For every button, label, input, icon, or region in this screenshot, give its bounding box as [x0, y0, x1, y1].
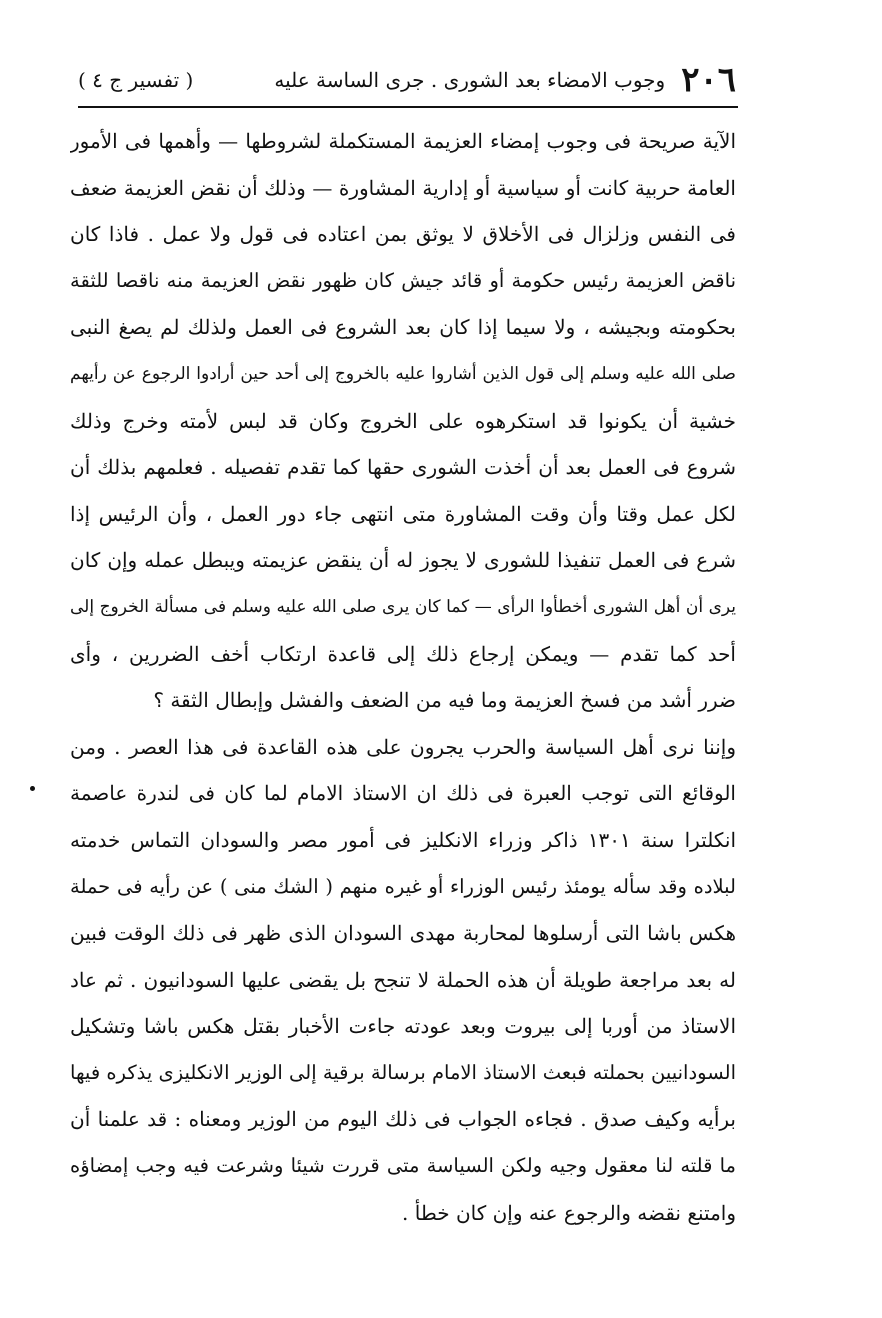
text-line-18: هكس باشا التى أرسلوها لمحاربة مهدى السودان الذى ظهر فى ذلك الوقت فبين — [70, 921, 736, 946]
page-number: ٢٠٦ — [681, 60, 736, 100]
text-line-4: ناقض العزيمة رئيس حكومة أو قائد جيش كان ظهور نقض العزيمة منه ناقصا للثقة — [70, 268, 736, 292]
margin-dot — [30, 786, 35, 791]
text-line-5: بحكومته وبجيشه ، ولا سيما إذا كان بعد الشروع فى العمل ولذلك لم يصغ النبى — [70, 315, 736, 340]
text-line-17: لبلاده وقد سأله يومئذ رئيس الوزراء أو غيره منهم ( الشك منى ) عن رأيه فى حملة — [70, 874, 736, 898]
header-rule — [78, 106, 738, 108]
text-line-6: صلى الله عليه وسلم إلى قول الذين أشاروا عليه بالخروج إلى أحد حين أرادوا الرجوع عن رأيهم — [70, 363, 736, 384]
body-text — [70, 118, 736, 1236]
text-line-21: السودانيين بحملته فبعث الاستاذ الامام برسالة برقية إلى الوزير الانكليزى يذكره فيها — [70, 1060, 736, 1084]
text-line-13: ضرر أشد من فسخ العزيمة وما فيه من الضعف والفشل وإبطال الثقة ؟ — [153, 688, 736, 713]
text-line-3: فى النفس وزلزال فى الأخلاق لا يوثق بمن اعتاده فى قول ولا عمل . فاذا كان — [70, 222, 736, 247]
text-line-23: ما قلته لنا معقول وجيه ولكن السياسة متى قررت شيئا وشرعت فيه وجب إمضاؤه — [70, 1154, 736, 1178]
text-line-2: العامة حربية كانت أو سياسية أو إدارية المشاورة — وذلك أن نقض العزيمة ضعف — [70, 175, 736, 200]
volume-label: ( تفسير ج ٤ ) — [78, 68, 194, 92]
running-title: وجوب الامضاء بعد الشورى . جرى الساسة عليه — [274, 68, 666, 92]
text-line-15: الوقائع التى توجب العبرة فى ذلك ان الاستاذ الامام لما كان فى لندرة عاصمة — [70, 781, 736, 806]
text-line-7: خشية أن يكونوا قد استكرهوه على الخروج وكان قد لبس لأمته وخرج وذلك — [70, 408, 736, 433]
text-line-10: شرع فى العمل تنفيذا للشورى لا يجوز له أن ينقض عزيمته ويبطل عمله وإن كان — [70, 548, 736, 573]
text-line-11: يرى أن أهل الشورى أخطأوا الرأى — كما كان يرى صلى الله عليه وسلم فى مسألة الخروج إلى — [70, 596, 736, 617]
text-line-8: شروع فى العمل بعد أن أخذت الشورى حقها كما تقدم تفصيله . فعلمهم بذلك أن — [70, 455, 736, 480]
text-line-14: وإننا نرى أهل السياسة والحرب يجرون على هذه القاعدة فى هذا العصر . ومن — [70, 734, 736, 759]
text-line-9: لكل عمل وقتا وأن وقت المشاورة متى انتهى جاء دور العمل ، وأن الرئيس إذا — [70, 501, 736, 526]
text-line-1: الآية صريحة فى وجوب إمضاء العزيمة المستكملة لشروطها — وأهمها فى الأمور — [70, 129, 736, 153]
text-line-20: الاستاذ من أوربا إلى بيروت وبعد عودته جاءت الأخبار بقتل هكس باشا وتشكيل — [70, 1014, 736, 1039]
text-line-22: برأيه وكيف صدق . فجاءه الجواب فى ذلك اليوم من الوزير ومعناه : قد علمنا أن — [70, 1107, 736, 1132]
running-header — [78, 58, 736, 102]
text-line-24: وامتنع نقضه والرجوع عنه وإن كان خطأ . — [402, 1200, 736, 1225]
text-line-16: انكلترا سنة ١٣٠١ ذاكر وزراء الانكليز فى أمور مصر والسودان التماس خدمته — [70, 827, 736, 852]
text-line-19: له بعد مراجعة طويلة أن هذه الحملة لا تنجح بل يقضى عليها السودانيون . ثم عاد — [70, 967, 736, 992]
text-line-12: أحد كما تقدم — ويمكن إرجاع ذلك إلى قاعدة ارتكاب أخف الضررين ، وأى — [70, 641, 736, 666]
